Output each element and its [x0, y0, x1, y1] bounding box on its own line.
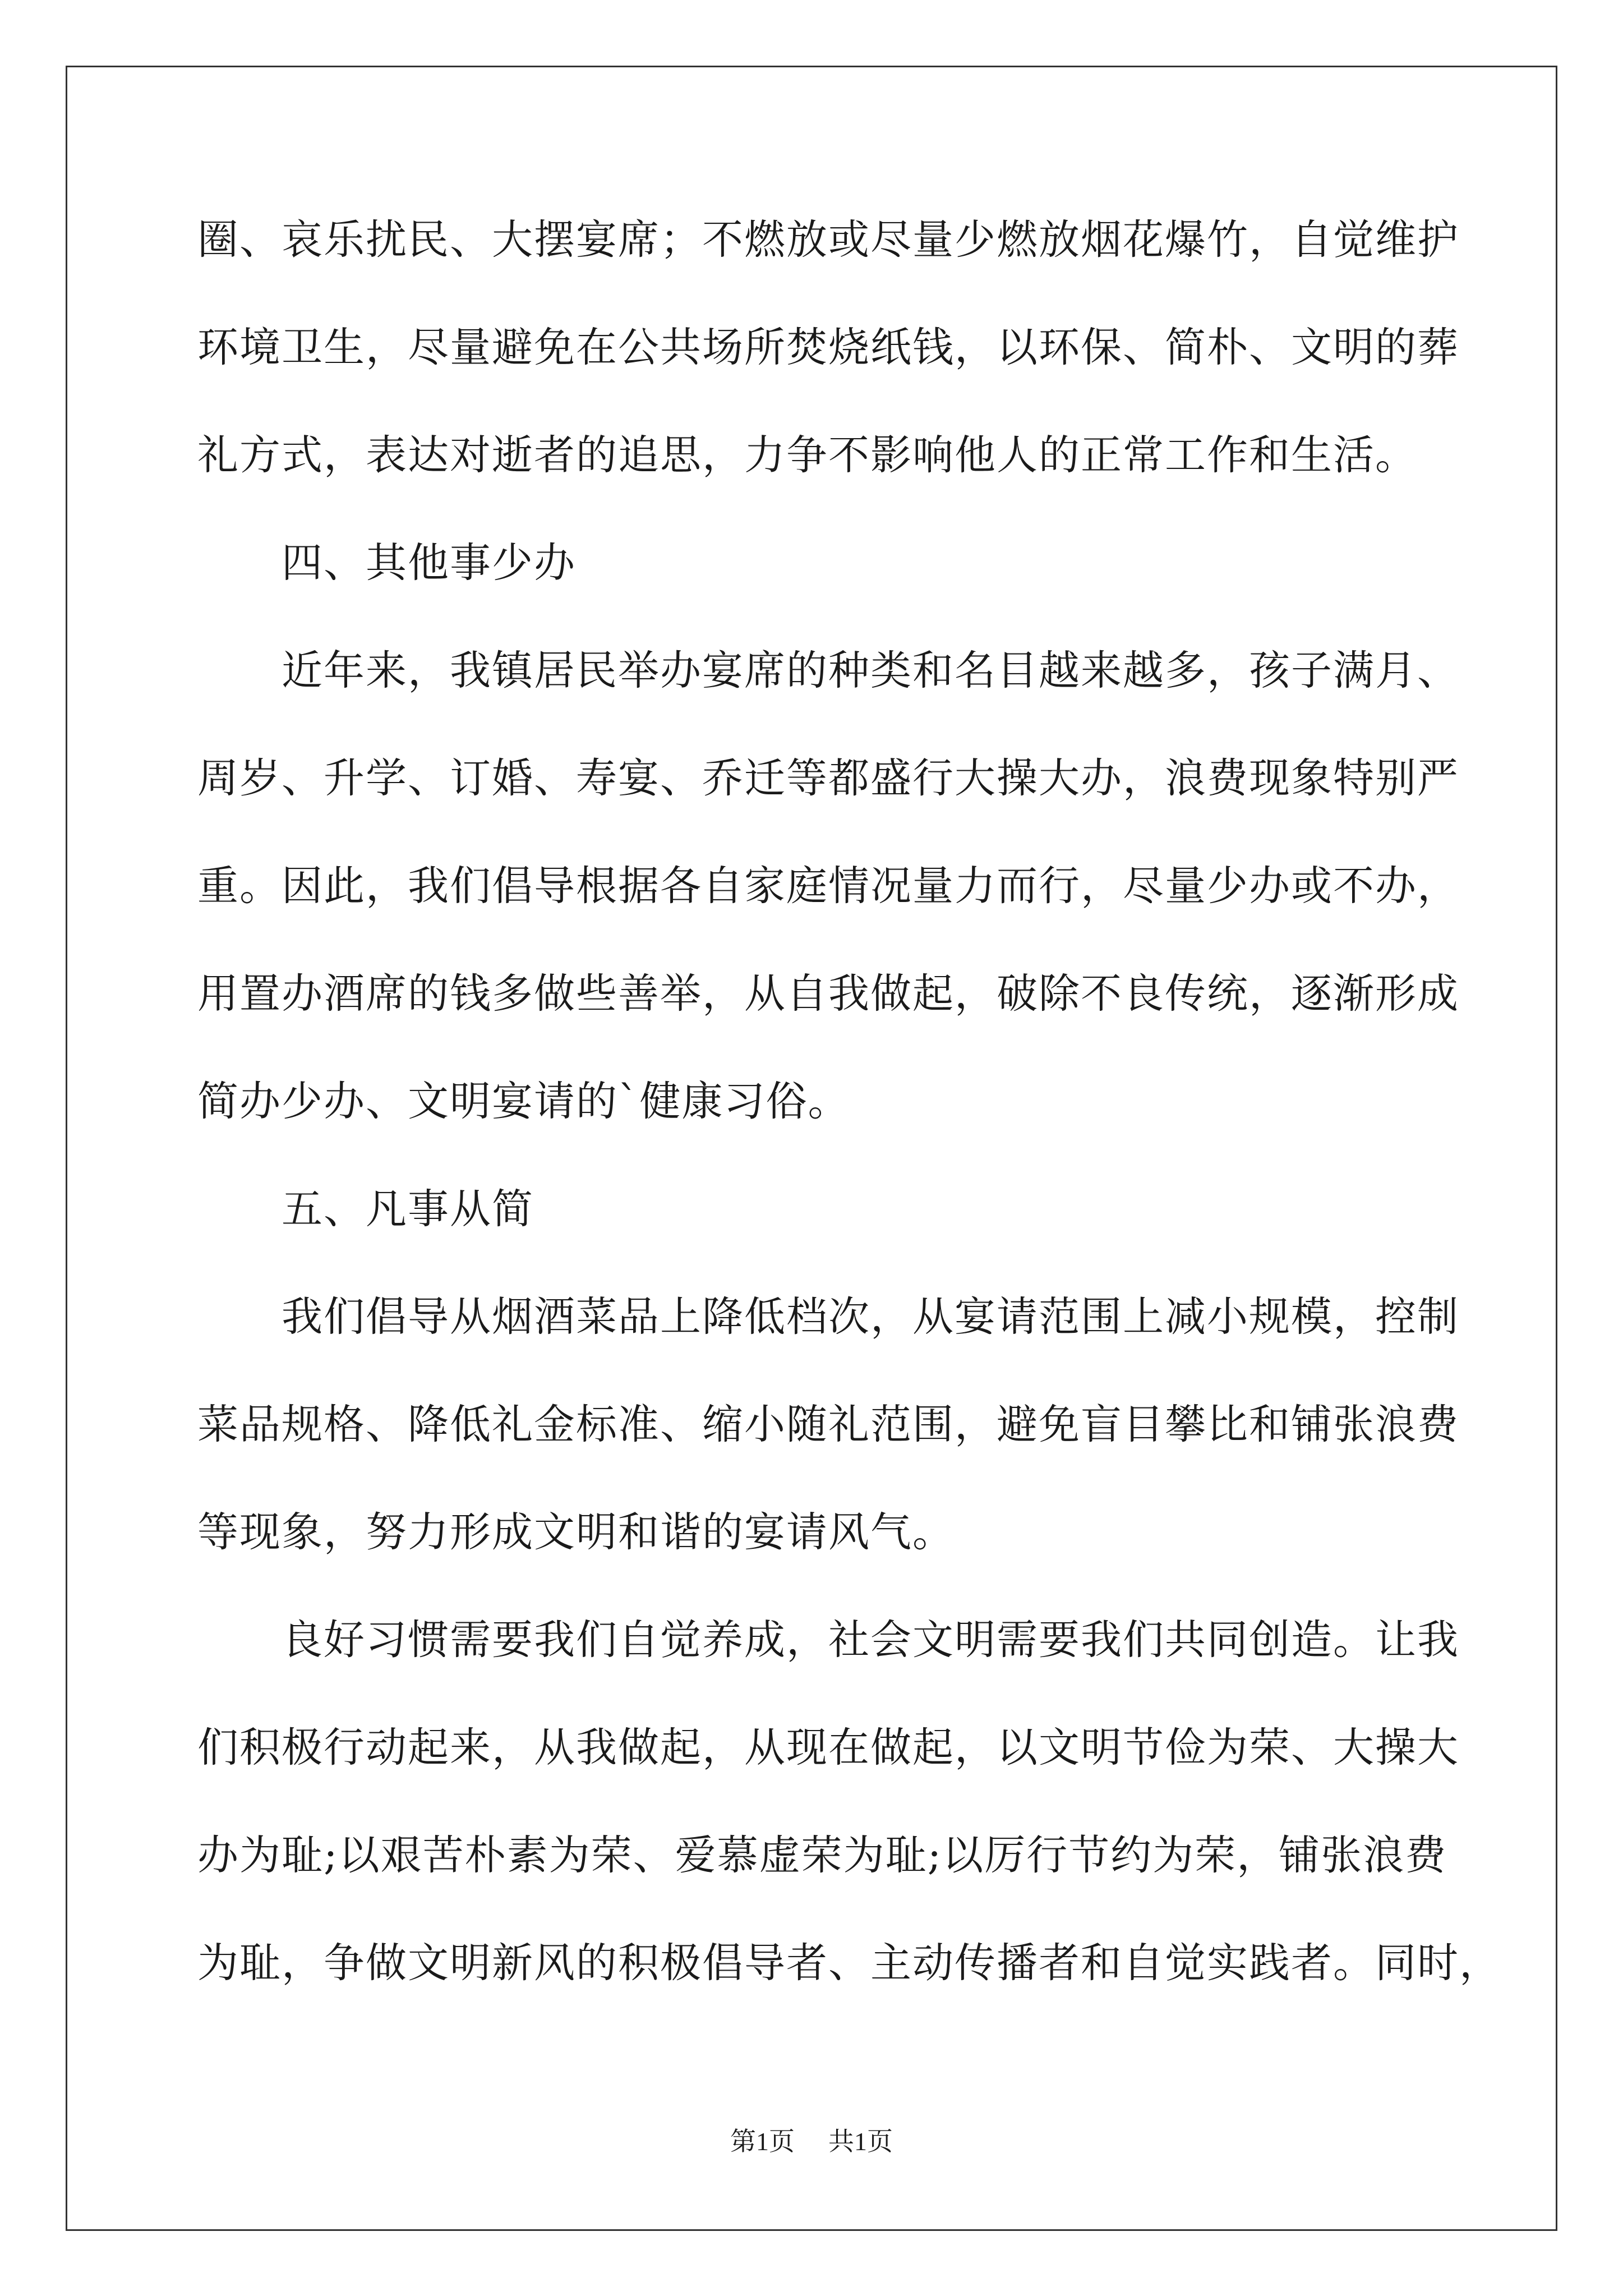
text-line: 圈、哀乐扰民、大摆宴席；不燃放或尽量少燃放烟花爆竹，自觉维护: [197, 216, 1459, 264]
page-number: 第1页: [730, 2127, 795, 2156]
text-line: 礼方式，表达对逝者的追思，力争不影响他人的正常工作和生活。: [197, 431, 1417, 479]
page-total: 共1页: [828, 2127, 893, 2156]
text-line: 用置办酒席的钱多做些善举，从自我做起，破除不良传统，逐渐形成: [197, 970, 1459, 1018]
text-line: 办为耻;以艰苦朴素为荣、爱慕虚荣为耻;以厉行节约为荣，铺张浪费: [197, 1832, 1447, 1879]
page-footer: [0, 2125, 1623, 2159]
text-line: 重。因此，我们倡导根据各自家庭情况量力而行，尽量少办或不办，: [197, 862, 1459, 910]
text-line: 周岁、升学、订婚、寿宴、乔迁等都盛行大操大办，浪费现象特别严: [197, 754, 1459, 802]
paragraph-first-line: 良好习惯需要我们自觉养成，社会文明需要我们共同创造。让我: [282, 1616, 1459, 1664]
section-heading: 五、凡事从简: [282, 1185, 534, 1233]
page-border: [66, 66, 1557, 2231]
paragraph-first-line: 近年来，我镇居民举办宴席的种类和名目越来越多，孩子满月、: [282, 647, 1459, 694]
text-line: 环境卫生，尽量避免在公共场所焚烧纸钱，以环保、简朴、文明的葬: [197, 324, 1459, 371]
text-line: 们积极行动起来，从我做起，从现在做起，以文明节俭为荣、大操大: [197, 1724, 1459, 1772]
text-line: 菜品规格、降低礼金标准、缩小随礼范围，避免盲目攀比和铺张浪费: [197, 1401, 1459, 1448]
paragraph-first-line: 我们倡导从烟酒菜品上降低档次，从宴请范围上减小规模，控制: [282, 1293, 1459, 1341]
text-line: 等现象，努力形成文明和谐的宴请风气。: [197, 1508, 955, 1556]
text-line: 简办少办、文明宴请的`健康习俗。: [197, 1078, 850, 1125]
section-heading: 四、其他事少办: [282, 539, 576, 587]
text-line: 为耻，争做文明新风的积极倡导者、主动传播者和自觉实践者。同时，: [197, 1939, 1501, 1987]
